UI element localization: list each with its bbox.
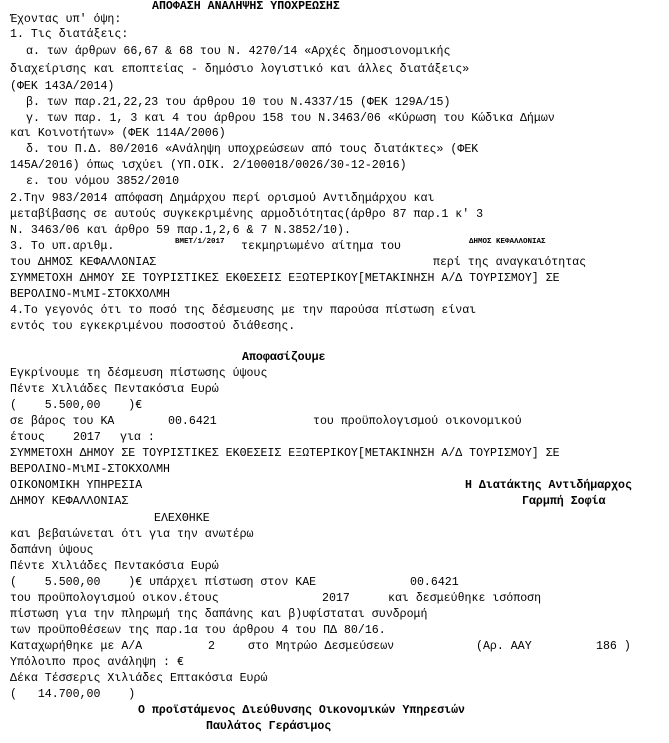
item-3-reference: ΒΜΕΤ/1/2017 [175, 238, 225, 246]
amount-words: Πέντε Χιλιάδες Πεντακόσια Ευρώ [10, 383, 219, 396]
provision-e-line: ε. του νόμου 3852/2010 [26, 175, 180, 188]
item-3-municipality-small: ΔΗΜΟΣ ΚΕΦΑΛΛΟΝΙΑΣ [469, 238, 546, 246]
document-title: ΑΠΟΦΑΣΗ ΑΝΑΛΗΨΗΣ ΥΠΟΧΡΕΩΣΗΣ [152, 0, 340, 13]
amount-words-2: Πέντε Χιλιάδες Πεντακόσια Ευρώ [10, 560, 219, 573]
provision-c-line-1: γ. των παρ. 1, 3 και 4 του άρθρου 158 του Ν.3463/06 «Κύρωση του Κώδικα Δήμων [26, 112, 555, 125]
provision-b-line: β. των παρ.21,22,23 του άρθρου 10 του Ν.4337/15 (ΦΕΚ 129Α/15) [26, 96, 451, 109]
kae-code: 00.6421 [410, 576, 459, 589]
service-name: ΟΙΚΟΝΟΜΙΚΗ ΥΠΗΡΕΣΙΑ [10, 479, 143, 492]
registered-number: 2 [208, 640, 215, 653]
item-3-prefix: 3. Το υπ.αριθμ. [10, 240, 115, 253]
aay-number: 186 ) [596, 640, 631, 653]
item-4-line-2: εντός του εγκεκριμένου ποσοστού διάθεσης. [10, 320, 296, 333]
municipality-name: ΔΗΜΟΥ ΚΕΦΑΛΛΟΝΙΑΣ [10, 495, 129, 508]
item-3-line-2-right: περί της αναγκαιότητας [433, 256, 587, 269]
decision-heading: Αποφασίζουμε [242, 351, 326, 364]
purpose-2-line-1: ΣΥΜΜΕΤΟΧΗ ΔΗΜΟΥ ΣΕ ΤΟΥΡΙΣΤΙΚΕΣ ΕΚΘΕΣΕΙΣ ΕΞΩΤΕΡΙΚΟΥ[ΜΕΤΑΚΙΝΗΣΗ Α/Δ ΤΟΥΡΙΣΜΟΥ] ΣΕ [10, 447, 560, 460]
provision-d-line-2: 145Α/2016) όπως ισχύει (ΥΠ.ΟΙΚ. 2/100018/0026/30-12-2016) [10, 159, 407, 172]
certify-line: και βεβαιώνεται ότι για την ανωτέρω [10, 528, 254, 541]
signer-name: Γαρμπή Σοφία [522, 495, 606, 508]
director-name: Παυλάτος Γεράσιμος [206, 720, 332, 733]
registered-label: Καταχωρήθηκε με Α/Α [10, 640, 143, 653]
item-2-line-2: μεταβίβασης σε αυτούς συγκεκριμένης αρμοδιότητας(άρθρο 87 παρ.1 κ' 3 [10, 208, 484, 221]
provision-a-line-1: α. των άρθρων 66,67 & 68 του Ν. 4270/14 «Αρχές δημοσιονομικής [26, 45, 451, 58]
remaining-words: Δέκα Τέσσερις Χιλιάδες Επτακόσια Ευρώ [10, 672, 268, 685]
item-2-line-3: Ν. 3463/06 και άρθρο 59 παρ.1,2,6 & 7 Ν.3852/10). [10, 224, 351, 237]
registry-name: στο Μητρώο Δεσμεύσεων [248, 640, 395, 653]
budget-year: 2017 [322, 592, 350, 605]
expense-line: δαπάνη ύψους [10, 544, 94, 557]
provision-a-line-2: διαχείρισης και εποπτείας - δημόσιο λογιστικό και άλλες διατάξεις» [10, 63, 470, 76]
conditions-line: των προϋποθέσεων της παρ.1α του άρθρου 4 του ΠΔ 80/16. [10, 624, 386, 637]
amount-number: ( 5.500,00 )€ [10, 399, 143, 412]
amount-number-2: ( 5.500,00 )€ υπάρχει πίστωση στον ΚΑΕ [10, 576, 317, 589]
budget-line: του προϋπολογισμού οικον.έτους [10, 592, 219, 605]
ka-code: 00.6421 [168, 415, 217, 428]
aay-label: (Αρ. ΑΑΥ [476, 640, 532, 653]
ka-label: σε βάρος του ΚΑ [10, 415, 115, 428]
year-label: έτους [10, 431, 45, 444]
checked-heading: ΕΛΕΧΘΗΚΕ [154, 512, 210, 525]
signer-role: Η Διατάκτης Αντιδήμαρχος [465, 479, 632, 492]
item-3-line-2-left: του ΔΗΜΟΣ ΚΕΦΑΛΛΟΝΙΑΣ [10, 256, 157, 269]
year-value: 2017 [73, 431, 101, 444]
approve-line: Εγκρίνουμε τη δέσμευση πίστωσης ύψους [10, 367, 268, 380]
provision-d-line-1: δ. του Π.Δ. 80/2016 «Ανάληψη υποχρεώσεων από τους διατάκτες» (ΦΕΚ [26, 143, 479, 156]
ka-suffix: του προϋπολογισμού οικονομικού [313, 415, 522, 428]
purpose-2-line-2: ΒΕΡΟΛΙΝΟ-ΜιΜΙ-ΣΤΟΚΧΟΛΜΗ [10, 463, 171, 476]
purpose-line-1: ΣΥΜΜΕΤΟΧΗ ΔΗΜΟΥ ΣΕ ΤΟΥΡΙΣΤΙΚΕΣ ΕΚΘΕΣΕΙΣ ΕΞΩΤΕΡΙΚΟΥ[ΜΕΤΑΚΙΝΗΣΗ Α/Δ ΤΟΥΡΙΣΜΟΥ] ΣΕ [10, 272, 560, 285]
considering-line: Έχοντας υπ' όψη: [10, 13, 122, 26]
purpose-line-2: ΒΕΡΟΛΙΝΟ-ΜιΜΙ-ΣΤΟΚΧΟΛΜΗ [10, 288, 171, 301]
budget-line-suffix: και δεσμεύθηκε ισόποση [388, 592, 542, 605]
director-role: Ο προϊστάμενος Διεύθυνσης Οικονομικών Υπηρεσιών [138, 704, 465, 717]
provision-c-line-2: και Κοινοτήτων» (ΦΕΚ 114Α/2006) [10, 127, 226, 140]
provisions-heading: 1. Τις διατάξεις: [10, 28, 129, 41]
year-suffix: για : [120, 431, 155, 444]
credit-line: πίστωση για την πληρωμή της δαπάνης και β)υφίσταται συνδρομή [10, 608, 428, 621]
item-3-middle: τεκμηριωμένο αίτημα του [241, 240, 402, 253]
remaining-label: Υπόλοιπο προς ανάληψη : € [10, 656, 184, 669]
provision-a-line-3: (ΦΕΚ 143Α/2014) [10, 80, 115, 93]
item-4-line-1: 4.Το γεγονός ότι το ποσό της δέσμευσης με την παρούσα πίστωση είναι [10, 304, 477, 317]
item-2-line-1: 2.Την 983/2014 απόφαση Δημάρχου περί ορισμού Αντιδημάρχου και [10, 192, 435, 205]
remaining-number: ( 14.700,00 ) [10, 688, 136, 701]
